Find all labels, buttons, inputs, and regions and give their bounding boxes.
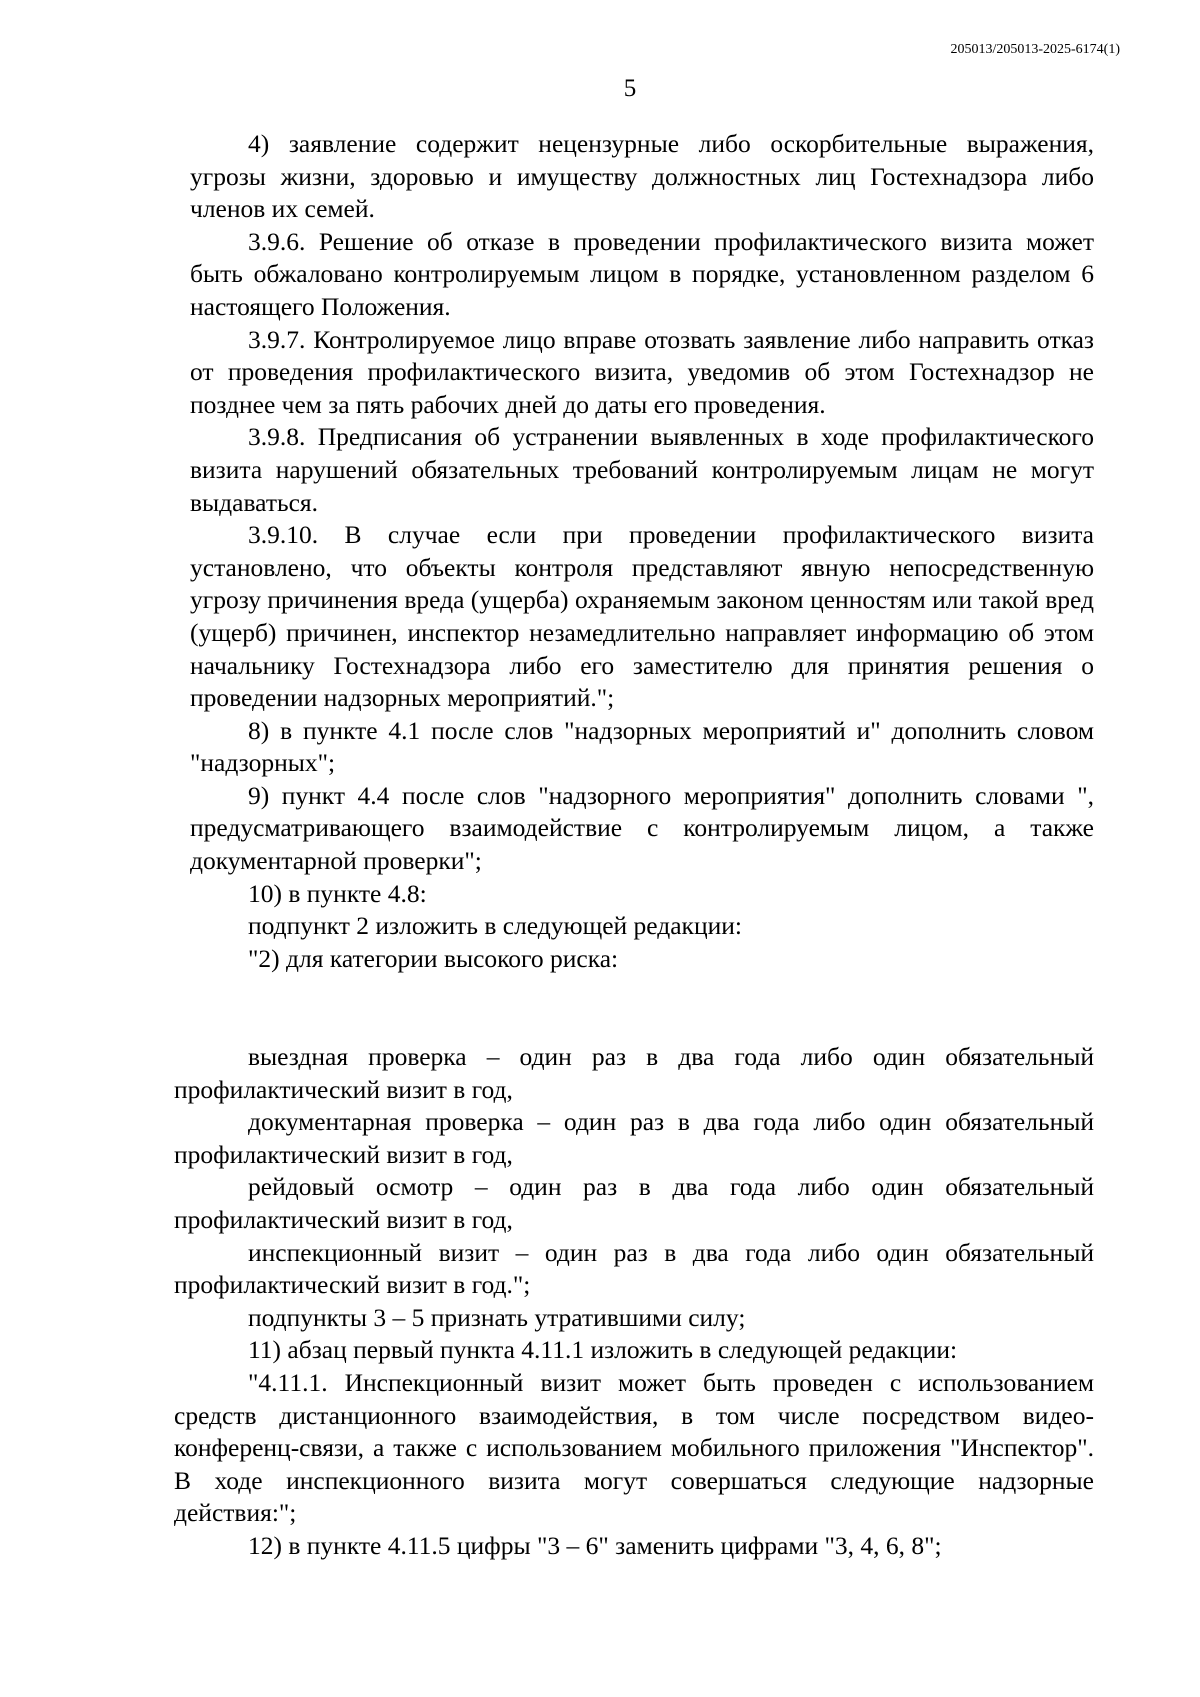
document-body-upper [190,128,1094,975]
paragraph-item-11: 11) абзац первый пункта 4.11.1 изложить в следующей редакции: [248,1335,958,1365]
paragraph-documentary-inspection: документарная проверка – один раз в два года либо один обязательный профилактический визит в год, [174,1107,1094,1169]
paragraph-raid-inspection: рейдовый осмотр – один раз в два года либо один обязательный профилактический визит в год, [174,1172,1094,1234]
paragraph-3-9-10: 3.9.10. В случае если при проведении профилактического визита установлено, что объекты контроля представляют явную непосредственную угрозу причинения вреда (ущерба) охраняемым законом ценностям или такой вред (ущерб) причинен, инспектор незамедлительно направляет информацию об этом начальнику Гостехнадзора либо его заместителю для принятия решения о проведении надзорных мероприятий."; [190,520,1094,713]
paragraph-3-9-7: 3.9.7. Контролируемое лицо вправе отозвать заявление либо направить отказ от проведения профилактического визита, уведомив об этом Гостехнадзор не позднее чем за пять рабочих дней до даты его проведения. [190,324,1094,419]
paragraph-3-9-6: 3.9.6. Решение об отказе в проведении профилактического визита может быть обжаловано контролируемым лицом в порядке, установленном разделом 6 настоящего Положения. [190,226,1094,321]
paragraph-field-inspection: выездная проверка – один раз в два года либо один обязательный профилактический визит в год, [174,1042,1094,1104]
paragraph-inspection-visit: инспекционный визит – один раз в два года либо один обязательный профилактический визит в год."; [174,1237,1094,1300]
paragraph-high-risk-category: "2) для категории высокого риска: [248,943,619,973]
document-body-lower [174,1041,1094,1563]
paragraph-item-10: 10) в пункте 4.8: [248,878,427,908]
paragraph-subitem-2-intro: подпункт 2 изложить в следующей редакции: [248,911,742,941]
paragraph-3-9-8: 3.9.8. Предписания об устранении выявленных в ходе профилактического визита нарушений обязательных требований контролируемым лицам не могут выдаваться. [190,422,1094,517]
paragraph-item-9: 9) пункт 4.4 после слов "надзорного мероприятия" дополнить словами ", предусматривающего взаимодействие с контролируемым лицом, а также документарной проверки"; [190,780,1094,876]
paragraph-item-12: 12) в пункте 4.11.5 цифры "3 – 6" заменить цифрами "3, 4, 6, 8"; [248,1530,942,1560]
paragraph-item-4: 4) заявление содержит нецензурные либо оскорбительные выражения, угрозы жизни, здоровью и имуществу должностных лиц Гостехнадзора либо членов их семей. [190,129,1094,224]
paragraph-subitems-3-5: подпункты 3 – 5 признать утратившими силу; [248,1302,746,1332]
document-id: 205013/205013-2025-6174(1) [950,42,1120,57]
paragraph-item-8: 8) в пункте 4.1 после слов "надзорных мероприятий и" дополнить словом "надзорных"; [190,715,1094,778]
paragraph-4-11-1: "4.11.1. Инспекционный визит может быть проведен с использованием средств дистанционного взаимодействия, в том числе посредством видео-конференц-связи, а также с использованием мобильного приложения "Инспектор". В ходе инспекционного визита могут совершаться следующие надзорные действия:"; [174,1367,1094,1528]
page-number: 5 [623,75,637,102]
